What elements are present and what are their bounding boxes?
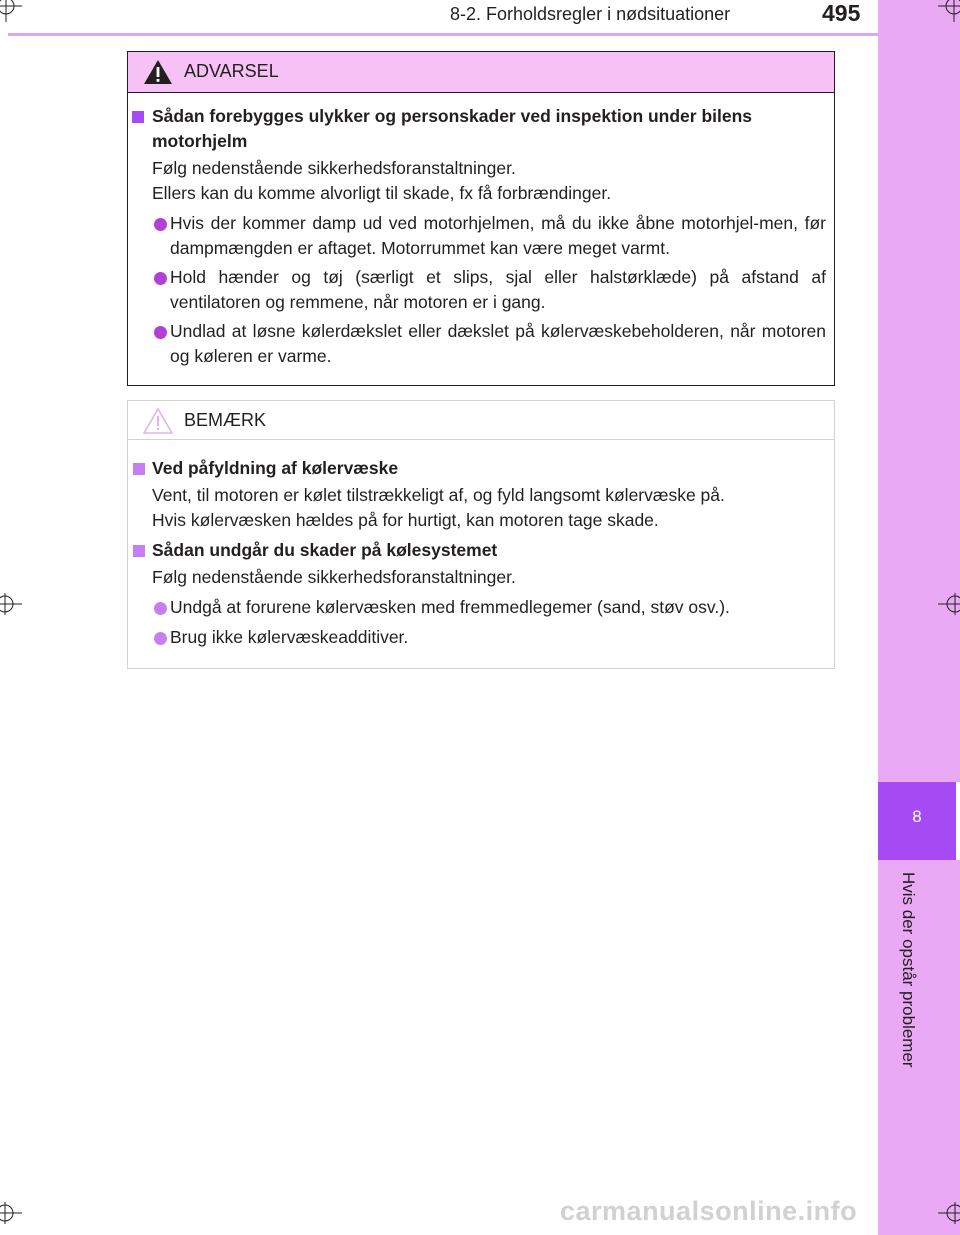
- warning-bullet-text: Undlad at løsne kølerdækslet eller dækslet på kølervæskebeholderen, når motoren og køleren er varme.: [170, 321, 826, 366]
- warning-header: [128, 52, 834, 93]
- note-section1-heading: Ved påfyldning af kølervæske: [152, 458, 399, 478]
- warning-section-heading: Sådan forebygges ulykker og personskader ved inspektion under bilens motorhjelm: [152, 106, 753, 151]
- note-section2-heading: Sådan undgår du skader på kølesystemet: [152, 540, 498, 560]
- warning-bullet: [128, 211, 834, 261]
- warning-bullet-text: Hvis der kommer damp ud ved motorhjelmen, må du ikke åbne motorhjel-men, før dampmængden er aftaget. Motorrummet kan være meget varmt.: [170, 213, 826, 258]
- note-section1-line: Vent, til motoren er kølet tilstrækkeligt af, og fyld langsomt kølervæske på.: [152, 485, 725, 505]
- crop-mark-icon: [0, 593, 22, 615]
- note-content: [128, 456, 834, 650]
- page-number: 495: [822, 0, 861, 26]
- note-header: [128, 401, 834, 440]
- note-section1-body: [128, 483, 834, 533]
- section-square-icon: [132, 111, 144, 123]
- bullet-dot-icon: [154, 326, 167, 339]
- note-box: [127, 400, 835, 669]
- note-section1-line: Hvis kølervæsken hældes på for hurtigt, kan motoren tage skade.: [152, 510, 659, 530]
- warning-triangle-icon: [142, 58, 174, 86]
- chapter-title: Hvis der opstår problemer: [899, 872, 918, 1068]
- watermark: carmanualsonline.info: [560, 1196, 858, 1226]
- crop-mark-icon: [938, 1202, 960, 1224]
- warning-intro-line: Følg nedenstående sikkerhedsforanstaltninger.: [152, 158, 516, 178]
- warning-section: [128, 104, 834, 154]
- chapter-number-tab: [878, 782, 956, 860]
- warning-intro: [128, 156, 834, 206]
- warning-bullet-text: Hold hænder og tøj (særligt et slips, sjal eller halstørklæde) på afstand af ventilatoren og remmene, når motoren er i gang.: [170, 267, 826, 312]
- warning-intro-line: Ellers kan du komme alvorligt til skade, fx få forbrændinger.: [152, 183, 612, 203]
- crop-mark-icon: [0, 1202, 22, 1224]
- section-square-icon: [133, 545, 145, 557]
- bullet-dot-icon: [154, 632, 167, 645]
- crop-mark-icon: [938, 593, 960, 615]
- note-section: [128, 538, 834, 563]
- header-section-title: 8-2. Forholdsregler i nødsituationer: [450, 4, 731, 24]
- note-label: BEMÆRK: [184, 410, 267, 430]
- side-tab-top: [878, 0, 960, 782]
- note-bullet-text: Brug ikke kølervæskeadditiver.: [170, 627, 409, 647]
- chapter-number: 8: [912, 807, 922, 826]
- warning-bullet: [128, 265, 834, 315]
- warning-label: ADVARSEL: [184, 61, 279, 81]
- section-square-icon: [133, 463, 145, 475]
- note-bullet: [128, 625, 834, 650]
- note-section2-intro: Følg nedenstående sikkerhedsforanstaltninger.: [152, 567, 516, 587]
- warning-content: [128, 104, 834, 369]
- bullet-dot-icon: [154, 602, 167, 615]
- chapter-title-tab: [878, 860, 960, 1100]
- bullet-dot-icon: [154, 272, 167, 285]
- note-bullet-text: Undgå at forurene kølervæsken med fremmedlegemer (sand, støv osv.).: [170, 597, 730, 617]
- crop-mark-icon: [0, 0, 22, 22]
- bullet-dot-icon: [154, 218, 167, 231]
- warning-box: [127, 51, 835, 386]
- crop-mark-icon: [938, 0, 960, 22]
- caution-triangle-icon: [142, 407, 174, 435]
- warning-bullet: [128, 319, 834, 369]
- note-section: [128, 456, 834, 481]
- header-rule: [8, 33, 878, 36]
- note-bullet: [128, 595, 834, 620]
